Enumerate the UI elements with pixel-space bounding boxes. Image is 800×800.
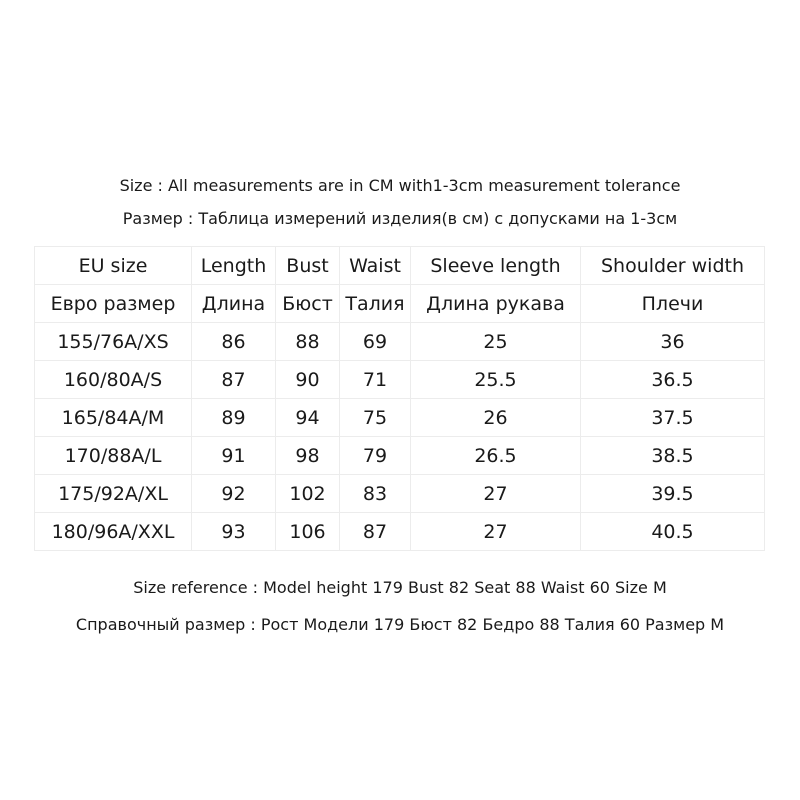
table-row: [35, 513, 765, 551]
table-cell: 86: [192, 323, 276, 361]
table-cell: 79: [340, 437, 411, 475]
table-row: [35, 399, 765, 437]
measurement-note-en: Size : All measurements are in CM with1-3cm measurement tolerance: [119, 176, 681, 195]
header-cell: Бюст: [276, 285, 340, 323]
table-cell: 40.5: [581, 513, 765, 551]
table-cell: 69: [340, 323, 411, 361]
table-cell: 26: [411, 399, 581, 437]
table-cell: 87: [192, 361, 276, 399]
table-cell: 102: [276, 475, 340, 513]
size-chart-table: [34, 246, 765, 551]
table-cell: 27: [411, 513, 581, 551]
header-row-en: [35, 247, 765, 285]
header-cell: Длина: [192, 285, 276, 323]
header-cell: Bust: [276, 247, 340, 285]
table-cell: 170/88A/L: [35, 437, 192, 475]
table-cell: 92: [192, 475, 276, 513]
table-cell: 106: [276, 513, 340, 551]
header-cell: Евро размер: [35, 285, 192, 323]
table-cell: 180/96A/XXL: [35, 513, 192, 551]
table-cell: 155/76A/XS: [35, 323, 192, 361]
header-cell: Waist: [340, 247, 411, 285]
table-cell: 175/92A/XL: [35, 475, 192, 513]
table-row: [35, 475, 765, 513]
header-cell: Sleeve length: [411, 247, 581, 285]
header-cell: EU size: [35, 247, 192, 285]
header-cell: Shoulder width: [581, 247, 765, 285]
model-reference-ru: Справочный размер : Рост Модели 179 Бюст 82 Бедро 88 Талия 60 Размер M: [75, 615, 725, 634]
table-row: [35, 323, 765, 361]
table-row: [35, 361, 765, 399]
table-cell: 37.5: [581, 399, 765, 437]
table-cell: 93: [192, 513, 276, 551]
header-row-ru: [35, 285, 765, 323]
table-cell: 88: [276, 323, 340, 361]
model-reference-en: Size reference : Model height 179 Bust 82 Seat 88 Waist 60 Size M: [133, 578, 667, 597]
table-cell: 160/80A/S: [35, 361, 192, 399]
table-cell: 94: [276, 399, 340, 437]
header-cell: Талия: [340, 285, 411, 323]
table-cell: 36: [581, 323, 765, 361]
table-cell: 71: [340, 361, 411, 399]
table-row: [35, 437, 765, 475]
header-cell: Length: [192, 247, 276, 285]
table-cell: 36.5: [581, 361, 765, 399]
table-cell: 98: [276, 437, 340, 475]
header-cell: Плечи: [581, 285, 765, 323]
table-cell: 89: [192, 399, 276, 437]
table-cell: 26.5: [411, 437, 581, 475]
header-cell: Длина рукава: [411, 285, 581, 323]
table-cell: 25.5: [411, 361, 581, 399]
table-cell: 165/84A/M: [35, 399, 192, 437]
table-cell: 87: [340, 513, 411, 551]
measurement-note-ru: Размер : Таблица измерений изделия(в см) с допусками на 1-3см: [122, 209, 678, 228]
table-cell: 83: [340, 475, 411, 513]
table-cell: 91: [192, 437, 276, 475]
table-cell: 75: [340, 399, 411, 437]
table-cell: 38.5: [581, 437, 765, 475]
table-cell: 39.5: [581, 475, 765, 513]
table-cell: 27: [411, 475, 581, 513]
table-cell: 90: [276, 361, 340, 399]
table-cell: 25: [411, 323, 581, 361]
